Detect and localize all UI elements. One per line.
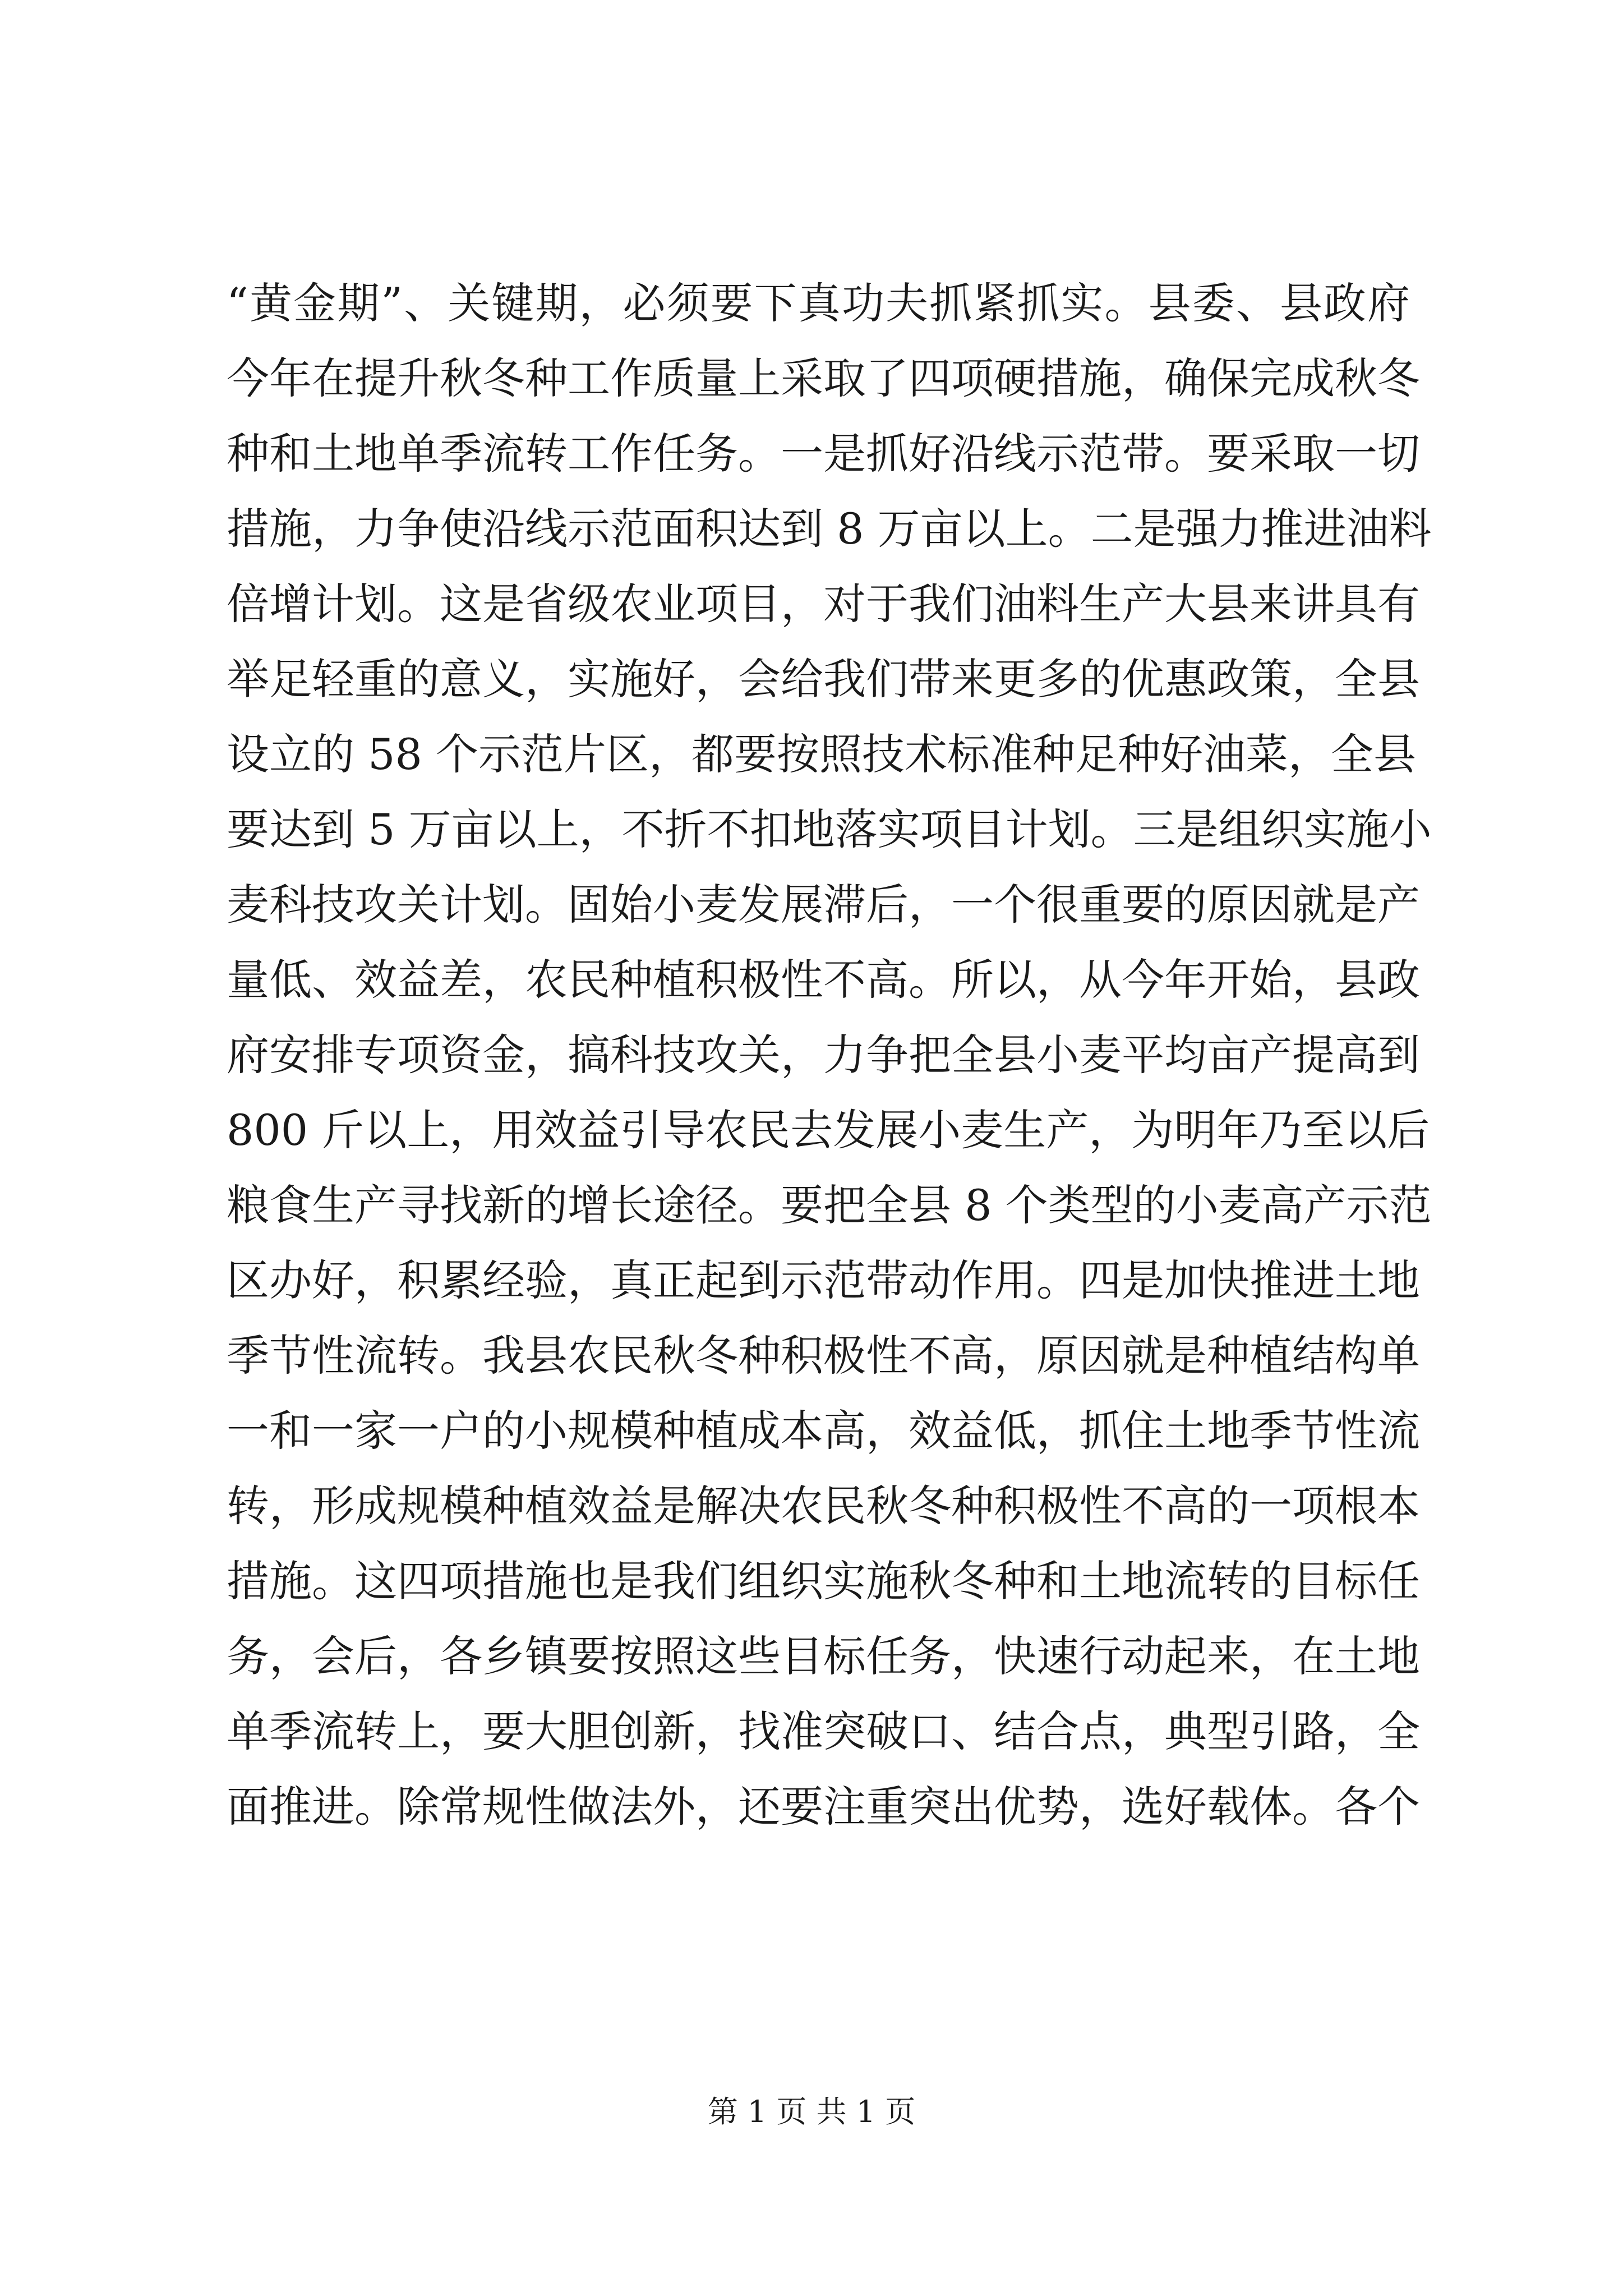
text-line: “黄金期”、关键期，必须要下真功夫抓紧抓实。县委、县政府	[227, 278, 1410, 328]
text-line: 今年在提升秋冬种工作质量上采取了四项硬措施，确保完成秋冬	[227, 353, 1420, 403]
text-line: 举足轻重的意义，实施好，会给我们带来更多的优惠政策，全县	[227, 654, 1420, 704]
text-line: 务，会后，各乡镇要按照这些目标任务，快速行动起来，在土地	[227, 1631, 1420, 1681]
text-line: 麦科技攻关计划。固始小麦发展滞后，一个很重要的原因就是产	[227, 880, 1420, 930]
text-line: 转，形成规模种植效益是解决农民秋冬种积极性不高的一项根本	[227, 1481, 1420, 1531]
text-line: 种和土地单季流转工作任务。一是抓好沿线示范带。要采取一切	[227, 429, 1420, 478]
text-line: 面推进。除常规性做法外，还要注重突出优势，选好载体。各个	[227, 1782, 1420, 1832]
text-line: 府安排专项资金，搞科技攻关，力争把全县小麦平均亩产提高到	[227, 1030, 1420, 1080]
text-line: 粮食生产寻找新的增长途径。要把全县 8 个类型的小麦高产示范	[227, 1180, 1432, 1230]
text-line: 设立的 58 个示范片区，都要按照技术标准种足种好油菜，全县	[227, 729, 1417, 779]
page-footer: 第 1 页 共 1 页	[707, 2094, 916, 2129]
text-line: 一和一家一户的小规模种植成本高，效益低，抓住土地季节性流	[227, 1406, 1420, 1456]
body-text	[227, 266, 1432, 1844]
text-line: 单季流转上，要大胆创新，找准突破口、结合点，典型引路，全	[227, 1706, 1420, 1756]
text-line: 倍增计划。这是省级农业项目，对于我们油料生产大县来讲具有	[227, 579, 1420, 629]
text-line: 量低、效益差，农民种植积极性不高。所以，从今年开始，县政	[227, 955, 1420, 1005]
text-line: 800 斤以上，用效益引导农民去发展小麦生产，为明年乃至以后	[227, 1105, 1430, 1155]
text-line: 措施。这四项措施也是我们组织实施秋冬种和土地流转的目标任	[227, 1556, 1420, 1606]
text-line: 要达到 5 万亩以上，不折不扣地落实项目计划。三是组织实施小	[227, 804, 1432, 854]
text-line: 季节性流转。我县农民秋冬种积极性不高，原因就是种植结构单	[227, 1331, 1420, 1381]
text-line: 措施，力争使沿线示范面积达到 8 万亩以上。二是强力推进油料	[227, 504, 1432, 554]
text-line: 区办好，积累经验，真正起到示范带动作用。四是加快推进土地	[227, 1255, 1420, 1305]
